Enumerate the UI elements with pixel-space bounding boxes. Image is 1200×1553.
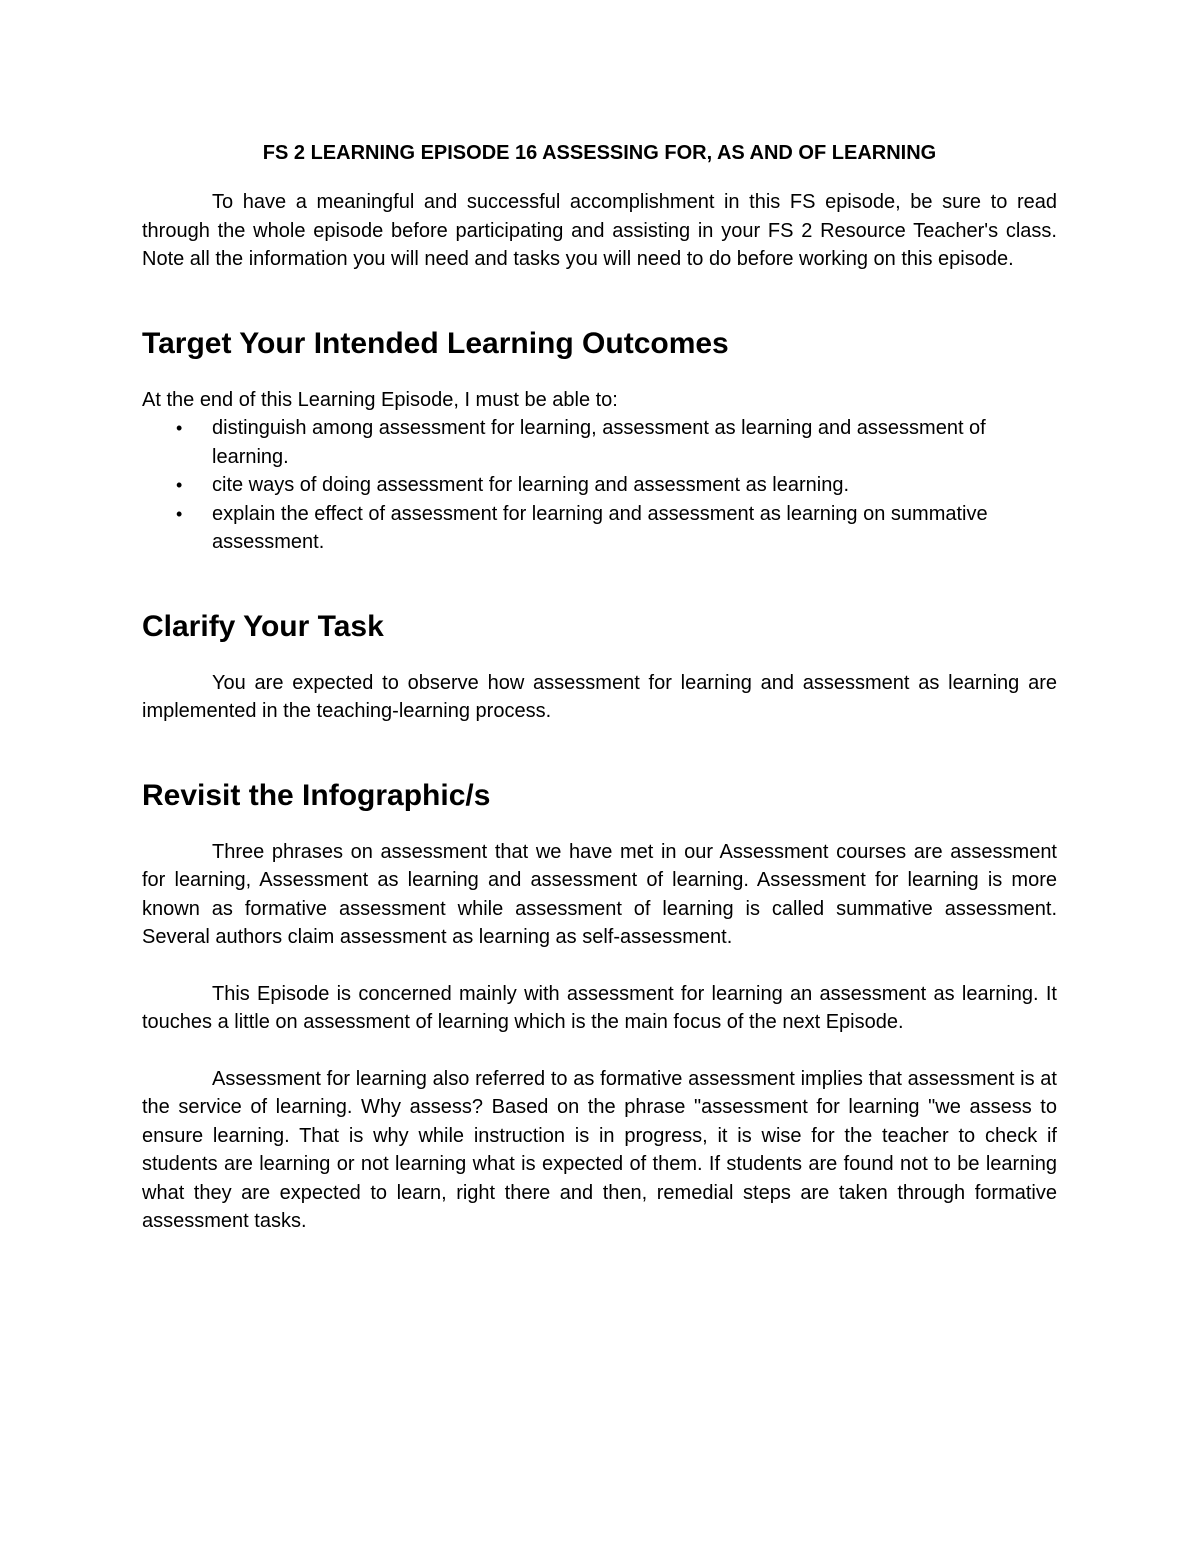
list-item	[142, 414, 1057, 471]
list-item-text: distinguish among assessment for learning, assessment as learning and assessment of learning.	[212, 417, 986, 468]
bullet-icon: •	[176, 418, 183, 438]
outcomes-heading: Target Your Intended Learning Outcomes	[142, 326, 729, 360]
document-title: FS 2 LEARNING EPISODE 16 ASSESSING FOR, AS AND OF LEARNING	[262, 142, 937, 164]
spacer	[142, 274, 1057, 330]
spacer	[142, 1037, 1057, 1065]
list-item	[142, 471, 1057, 500]
bullet-icon: •	[176, 475, 183, 495]
task-heading: Clarify Your Task	[142, 609, 384, 643]
outcomes-lead: At the end of this Learning Episode, I must be able to:	[142, 388, 618, 411]
intro-paragraph: To have a meaningful and successful accomplishment in this FS episode, be sure to read through the whole episode before participating and assisting in your FS 2 Resource Teacher's class. Note all the information you will need and tasks you will need to do before working on this episode.	[142, 191, 1057, 270]
spacer	[142, 641, 1057, 669]
infographic-paragraph: Three phrases on assessment that we have met in our Assessment courses are assessment for learning, Assessment as learning and assessment of learning. Assessment for learning is more known as formative assessment while assessment of learning is called summative assessment. Several authors claim assessment as learning as self-assessment.	[142, 840, 1057, 948]
list-item	[142, 500, 1057, 557]
spacer	[142, 557, 1057, 613]
list-item-text: cite ways of doing assessment for learning and assessment as learning.	[212, 474, 850, 496]
spacer	[142, 358, 1057, 386]
spacer	[142, 952, 1057, 980]
infographic-paragraph: Assessment for learning also referred to as formative assessment implies that assessment is at the service of learning. Why assess? Based on the phrase "assessment for learning "we assess to ensure learning. That is why while instruction is in progress, it is wise for the teacher to check if students are learning or not learning what is expected of them. If students are found not to be learning what they are expected to learn, right there and then, remedial steps are taken through formative assessment tasks.	[142, 1067, 1057, 1232]
spacer	[142, 726, 1057, 782]
bullet-icon: •	[176, 503, 183, 524]
outcomes-list	[142, 414, 1057, 557]
document-page	[142, 139, 1057, 1236]
infographic-heading: Revisit the Infographic/s	[142, 778, 491, 812]
task-paragraph: You are expected to observe how assessment for learning and assessment as learning are implemented in the teaching-learning process.	[142, 671, 1057, 722]
infographic-paragraph: This Episode is concerned mainly with assessment for learning an assessment as learning. It touches a little on assessment of learning which is the main focus of the next Episode.	[142, 982, 1057, 1033]
spacer	[142, 810, 1057, 838]
list-item-text: explain the effect of assessment for learning and assessment as learning on summative assessment.	[212, 502, 988, 553]
